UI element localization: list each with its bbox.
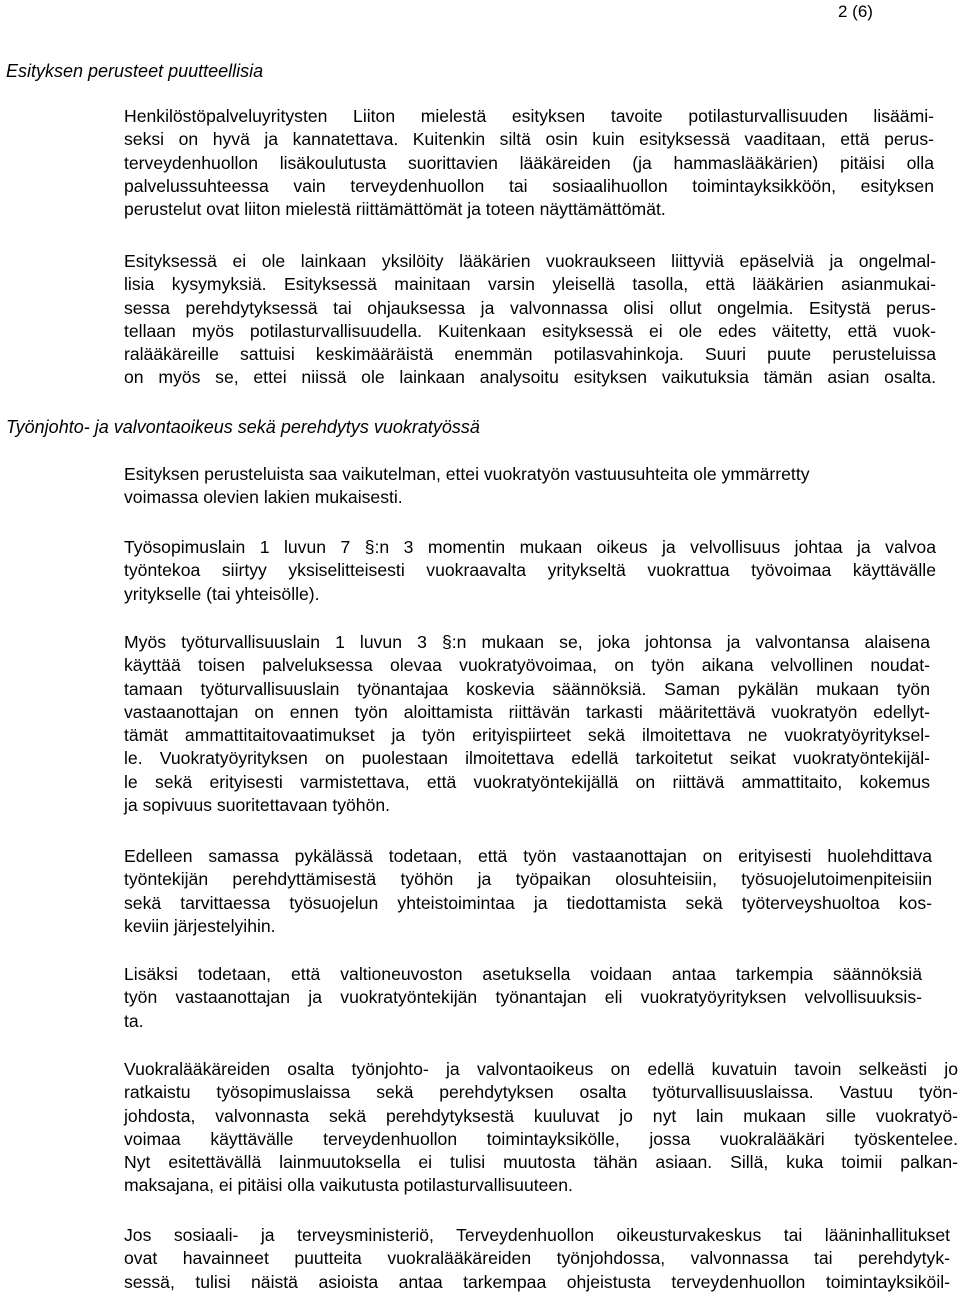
paragraph-line: Edelleen samassa pykälässä todetaan, että työn vastaanottajan on erityisesti huolehdittava <box>124 846 932 866</box>
paragraph-line: tamaan työturvallisuuslain työnantajaa koskevia säännöksiä. Saman pykälän mukaan työn <box>124 678 930 699</box>
paragraph-line: perustelut ovat liiton mielestä riittämättömät ja toteen näyttämättömät. <box>124 199 666 220</box>
paragraph-line: seksi on hyvä ja kannatettava. Kuitenkin siltä osin kuin esityksessä vaaditaan, että perus- <box>124 129 934 150</box>
paragraph-line: keviin järjestelyihin. <box>124 915 276 936</box>
paragraph-line: le sekä erityisesti varmistettava, että vuokratyöntekijällä on riittävä ammattitaito, kokemus <box>124 771 930 792</box>
paragraph-6 <box>124 845 932 938</box>
paragraph-line: johdosta, valvonnasta sekä perehdytyksestä kuuluvat jo nyt lain mukaan sille vuokratyö- <box>124 1105 958 1126</box>
paragraph-line: terveydenhuollon lisäkoulutusta suorittavien lääkäreiden (ja hammaslääkärien) pitäisi olla <box>124 152 934 173</box>
paragraph-line: palvelussuhteessa vain terveydenhuollon tai sosiaalihuollon toimintayksikköön, esityksen <box>124 175 934 196</box>
paragraph-line: lisia kysymyksiä. Esityksessä mainitaan varsin yleisellä tasolla, että lääkärien asianmukai- <box>124 274 936 295</box>
paragraph-line: ja sopivuus suoritettavaan työhön. <box>124 795 391 816</box>
paragraph-9 <box>124 1224 950 1294</box>
paragraph-line: Lisäksi todetaan, että valtioneuvoston asetuksella voidaan antaa tarkempia säännöksiä <box>124 964 922 984</box>
paragraph-line: sekä tarvittaessa työsuojelun yhteistoimintaa ja tiedottamista sekä työterveyshuoltoa kos- <box>124 892 932 913</box>
paragraph-4 <box>124 536 936 606</box>
paragraph-line: sessä, tulisi näistä asioista antaa tarkempaa ohjeistusta terveydenhuollon toimintayksiköil- <box>124 1271 950 1292</box>
paragraph-line: työntekoa siirtyy yksiselitteisesti vuokraavalta yritykseltä vuokrattua työvoimaa käyttävälle <box>124 560 936 581</box>
paragraph-7 <box>124 963 922 1033</box>
paragraph-line: ta. <box>124 1010 144 1031</box>
section-heading-tyonjohto: Työnjohto- ja valvontaoikeus sekä perehdytys vuokratyössä <box>6 417 480 437</box>
paragraph-line: Jos sosiaali- ja terveysministeriö, Terveydenhuollon oikeusturvakeskus tai lääninhallitukset <box>124 1225 950 1245</box>
paragraph-line: Esityksessä ei ole lainkaan yksilöity lääkärien vuokraukseen liittyviä epäselviä ja ongelmal- <box>124 251 936 271</box>
paragraph-line: on myös se, ettei niissä ole lainkaan analysoitu esityksen vaikutuksia tämän asian osalta. <box>124 367 936 388</box>
paragraph-8 <box>124 1058 958 1198</box>
paragraph-3 <box>124 463 936 510</box>
paragraph-line: Työsopimuslain 1 luvun 7 §:n 3 momentin mukaan oikeus ja velvollisuus johtaa ja valvoa <box>124 537 936 557</box>
paragraph-line: Vuokralääkäreiden osalta työnjohto- ja valvontaoikeus on edellä kuvatuin tavoin selkeästi jo <box>124 1059 958 1079</box>
paragraph-line: Esityksen perusteluista saa vaikutelman, ettei vuokratyön vastuusuhteita ole ymmärretty <box>124 464 810 484</box>
paragraph-line: käyttää toisen palveluksessa olevaa vuokratyövoimaa, on työn aikana velvollinen noudat- <box>124 655 930 676</box>
paragraph-line: Nyt esitettävällä lainmuutoksella ei tulisi muutosta tähän asiaan. Sillä, kuka toimii palkan- <box>124 1152 958 1173</box>
paragraph-line: tellaan myös potilasturvallisuudella. Kuitenkaan esityksessä ei ole edes väitetty, että vuok- <box>124 320 936 341</box>
paragraph-line: työntekijän perehdyttämisestä työhön ja työpaikan olosuhteisiin, työsuojelutoimenpiteisiin <box>124 869 932 890</box>
paragraph-line: vastaanottajan on ennen työn aloittamista riittävän tarkasti määritettävä vuokratyön edellyt- <box>124 701 930 722</box>
paragraph-5 <box>124 631 930 817</box>
paragraph-1 <box>124 105 934 221</box>
paragraph-2 <box>124 250 936 390</box>
paragraph-line: maksajana, ei pitäisi olla vaikutusta potilasturvallisuuteen. <box>124 1175 573 1196</box>
paragraph-line: yritykselle (tai yhteisölle). <box>124 583 320 604</box>
paragraph-line: voimaa käyttävälle terveydenhuollon toimintayksikölle, jossa vuokralääkäri työskentelee. <box>124 1128 958 1149</box>
paragraph-line: Myös työturvallisuuslain 1 luvun 3 §:n mukaan se, joka johtonsa ja valvontansa alaisena <box>124 632 930 652</box>
paragraph-line: voimassa olevien lakien mukaisesti. <box>124 487 403 508</box>
paragraph-line: ratkaistu työsopimuslaissa sekä perehdytyksen osalta työturvallisuuslaissa. Vastuu työn- <box>124 1082 958 1103</box>
paragraph-line: ovat havainneet puutteita vuokralääkäreiden työnjohdossa, valvonnassa tai perehdytyk- <box>124 1248 950 1269</box>
paragraph-line: Henkilöstöpalveluyritysten Liiton mielestä esityksen tavoite potilasturvallisuuden lisäämi- <box>124 106 934 126</box>
paragraph-line: le. Vuokratyöyrityksen on puolestaan ilmoitettava edellä tarkoitetut seikat vuokratyöntekijäl- <box>124 748 930 769</box>
page-number: 2 (6) <box>838 2 873 21</box>
paragraph-line: ralääkäreille sattuisi keskimääräistä enemmän potilasvahinkoja. Suuri puute perusteluissa <box>124 344 936 365</box>
paragraph-line: sessa perehdytyksessä tai ohjauksessa ja valvonnassa olisi ollut ongelmia. Esitystä perus- <box>124 297 936 318</box>
paragraph-line: tämät ammattitaitovaatimukset ja työn erityispiirteet sekä ilmoitettava ne vuokratyöyrityksel- <box>124 725 930 746</box>
section-heading-perusteet: Esityksen perusteet puutteellisia <box>6 61 264 81</box>
paragraph-line: työn vastaanottajan ja vuokratyöntekijän työnantajan eli vuokratyöyrityksen velvollisuuksis- <box>124 987 922 1008</box>
